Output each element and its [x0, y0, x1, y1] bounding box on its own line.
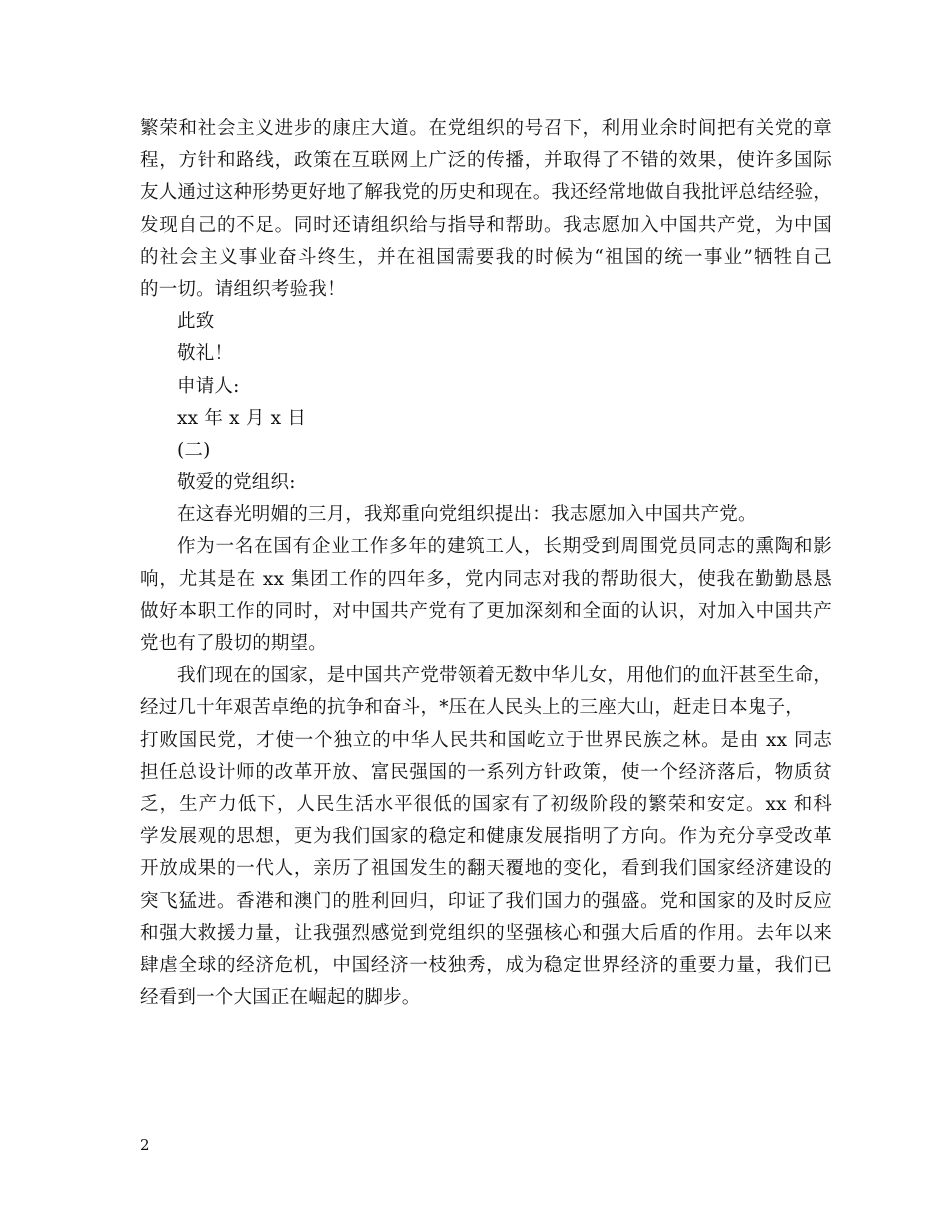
text-line: 友人通过这种形势更好地了解我党的历史和现在。我还经常地做自我批评总结经验，: [140, 182, 832, 204]
section-heading: (二): [177, 439, 211, 461]
text-line: 程，方针和路线，政策在互联网上广泛的传播，并取得了不错的效果，使许多国际: [140, 150, 832, 172]
text-line: 乏，生产力低下，人民生活水平很低的国家有了初级阶段的繁荣和安定。xx 和科: [140, 793, 832, 815]
text-line: 我们现在的国家，是中国共产党带领着无数中华儿女，用他们的血汗甚至生命，: [177, 665, 832, 687]
text-line: 做好本职工作的同时，对中国共产党有了更加深刻和全面的认识，对加入中国共产: [140, 600, 832, 622]
text-line: 肆虐全球的经济危机，中国经济一枝独秀，成为稳定世界经济的重要力量，我们已: [140, 954, 832, 976]
text-line: 担任总设计师的改革开放、富民强国的一系列方针政策，使一个经济落后，物质贫: [140, 761, 832, 783]
text-line: 开放成果的一代人，亲历了祖国发生的翻天覆地的变化，看到我们国家经济建设的: [140, 858, 832, 880]
closing-regards: 敬礼！: [177, 343, 234, 365]
text-line: 繁荣和社会主义进步的康庄大道。在党组织的号召下，利用业余时间把有关党的章: [140, 118, 832, 139]
text-line: 发现自己的不足。同时还请组织给与指导和帮助。我志愿加入中国共产党，为中国: [140, 214, 832, 236]
body-text: [140, 113, 832, 1014]
text-line: 的社会主义事业奋斗终生，并在祖国需要我的时候为“祖国的统一事业”牺牲自己: [140, 246, 832, 268]
text-line: 经看到一个大国正在崛起的脚步。: [140, 987, 421, 1009]
page-number: 2: [140, 1136, 150, 1154]
closing-salutation: 此致: [177, 311, 215, 333]
date-line: xx 年 x 月 x 日: [177, 407, 307, 429]
text-line: 响，尤其是在 xx 集团工作的四年多，党内同志对我的帮助很大，使我在勤勤恳恳: [140, 568, 832, 590]
text-line: 学发展观的思想，更为我们国家的稳定和健康发展指明了方向。作为充分享受改革: [140, 826, 832, 848]
text-line: 突飞猛进。香港和澳门的胜利回归，印证了我们国力的强盛。党和国家的及时反应: [140, 890, 832, 912]
text-line: 党也有了殷切的期望。: [140, 633, 328, 654]
text-line: 经过几十年艰苦卓绝的抗争和奋斗，*压在人民头上的三座大山，赶走日本鬼子，: [140, 697, 804, 719]
applicant-label: 申请人:: [177, 375, 240, 397]
text-line: 的一切。请组织考验我！: [140, 278, 346, 300]
text-line: 打败国民党，才使一个独立的中华人民共和国屹立于世界民族之林。是由 xx 同志: [140, 729, 832, 751]
letter-greeting: 敬爱的党组织:: [177, 472, 296, 494]
text-line: 在这春光明媚的三月，我郑重向党组织提出：我志愿加入中国共产党。: [177, 504, 757, 526]
text-line: 和强大救援力量，让我强烈感觉到党组织的坚强核心和强大后盾的作用。去年以来: [140, 922, 832, 944]
text-line: 作为一名在国有企业工作多年的建筑工人，长期受到周围党员同志的熏陶和影: [177, 536, 832, 558]
